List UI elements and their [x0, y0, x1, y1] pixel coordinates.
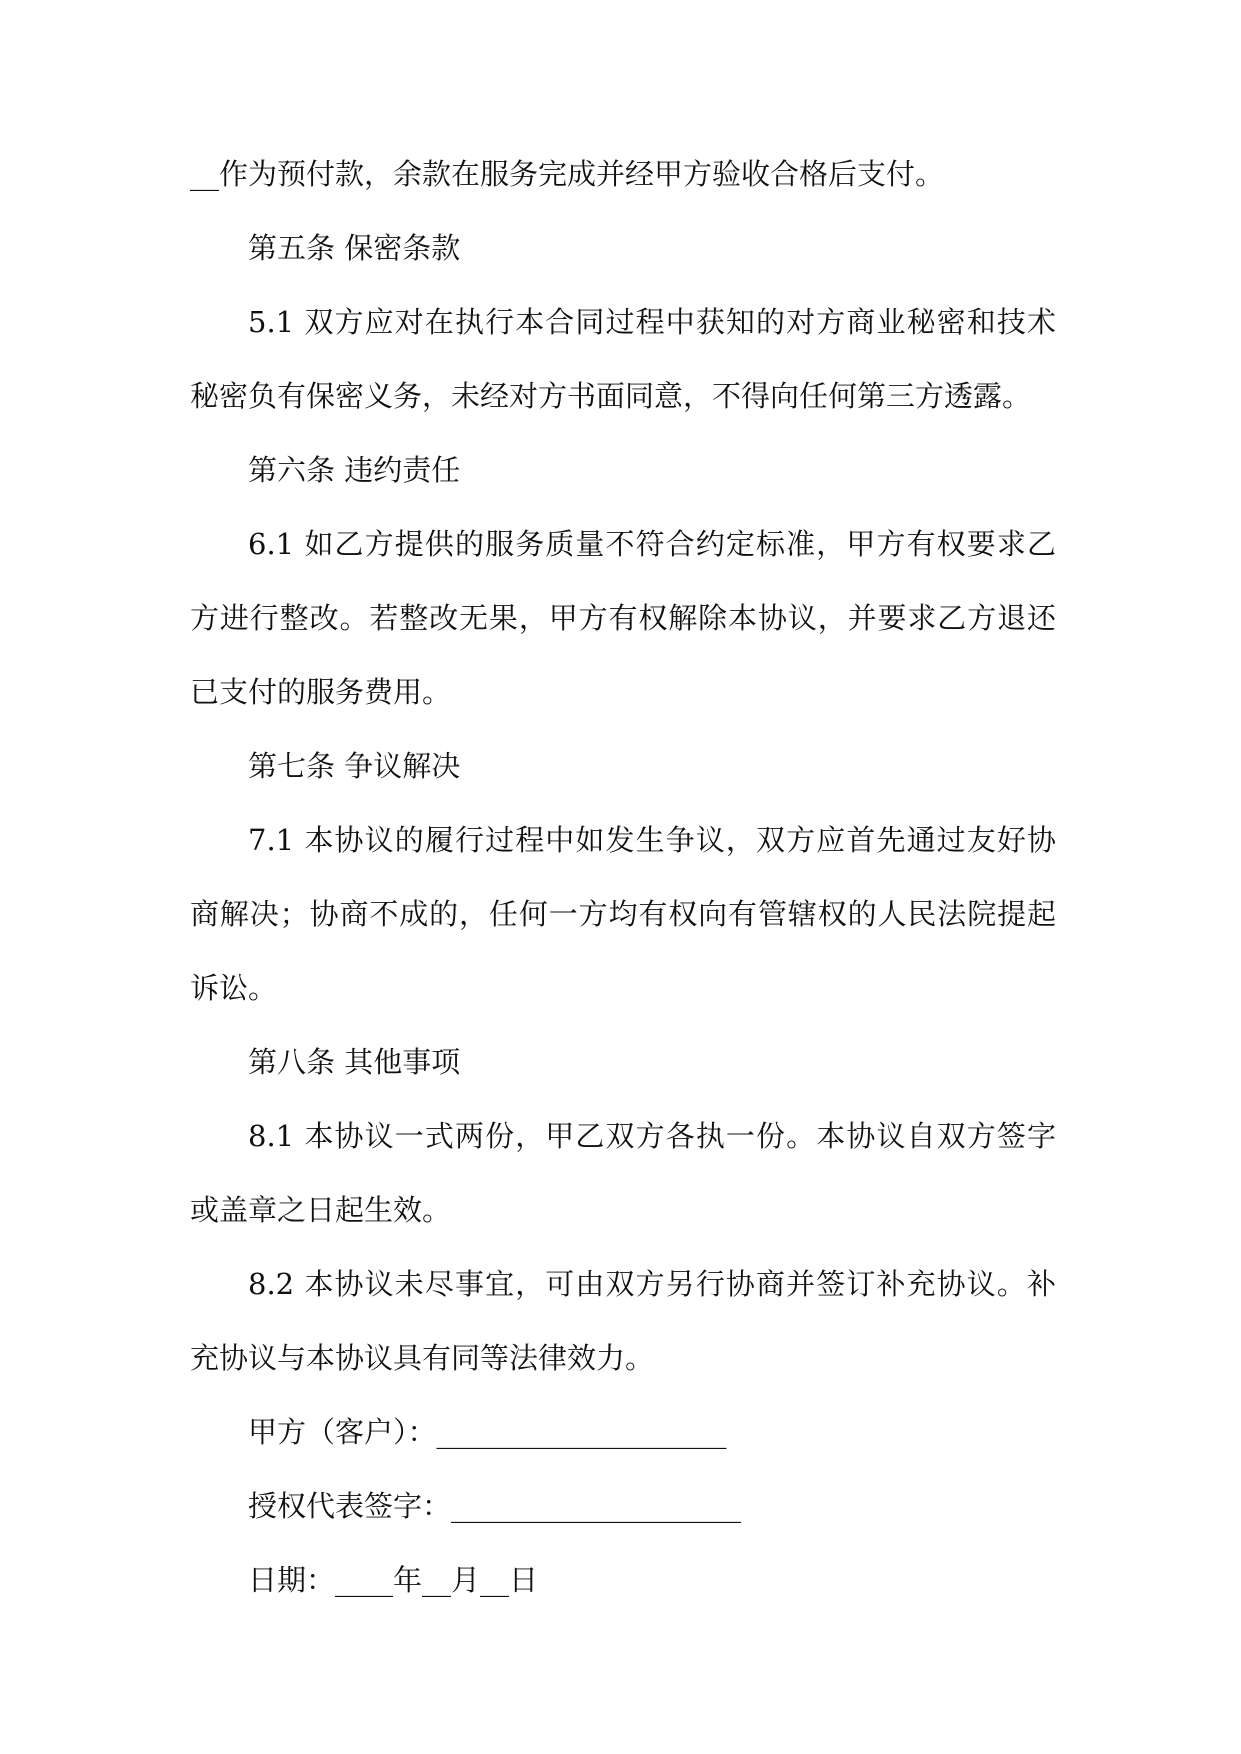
- article-7-heading: 第七条 争议解决: [248, 749, 461, 783]
- article-5-heading: 第五条 保密条款: [248, 231, 461, 265]
- payment-clause-continuation: __作为预付款，余款在服务完成并经甲方验收合格后支付。: [190, 157, 945, 191]
- document-body: [190, 137, 1056, 1617]
- clause-8-2: 8.2 本协议未尽事宜，可由双方另行协商并签订补充协议。补充协议与本协议具有同等法律效力。: [190, 1267, 1056, 1375]
- clause-8-1: 8.1 本协议一式两份，甲乙双方各执一份。本协议自双方签字或盖章之日起生效。: [190, 1119, 1056, 1227]
- article-8-heading: 第八条 其他事项: [248, 1045, 461, 1079]
- clause-6-1: 6.1 如乙方提供的服务质量不符合约定标准，甲方有权要求乙方进行整改。若整改无果，甲方有权解除本协议，并要求乙方退还已支付的服务费用。: [190, 527, 1056, 709]
- date-line: 日期：____年__月__日: [248, 1563, 539, 1597]
- clause-7-1: 7.1 本协议的履行过程中如发生争议，双方应首先通过友好协商解决；协商不成的，任何一方均有权向有管辖权的人民法院提起诉讼。: [190, 823, 1056, 1005]
- authorized-rep-signature-line: 授权代表签字：____________________: [248, 1489, 742, 1523]
- party-a-signature-line: 甲方（客户）：____________________: [248, 1415, 727, 1449]
- clause-5-1: 5.1 双方应对在执行本合同过程中获知的对方商业秘密和技术秘密负有保密义务，未经对方书面同意，不得向任何第三方透露。: [190, 305, 1056, 413]
- article-6-heading: 第六条 违约责任: [248, 453, 461, 487]
